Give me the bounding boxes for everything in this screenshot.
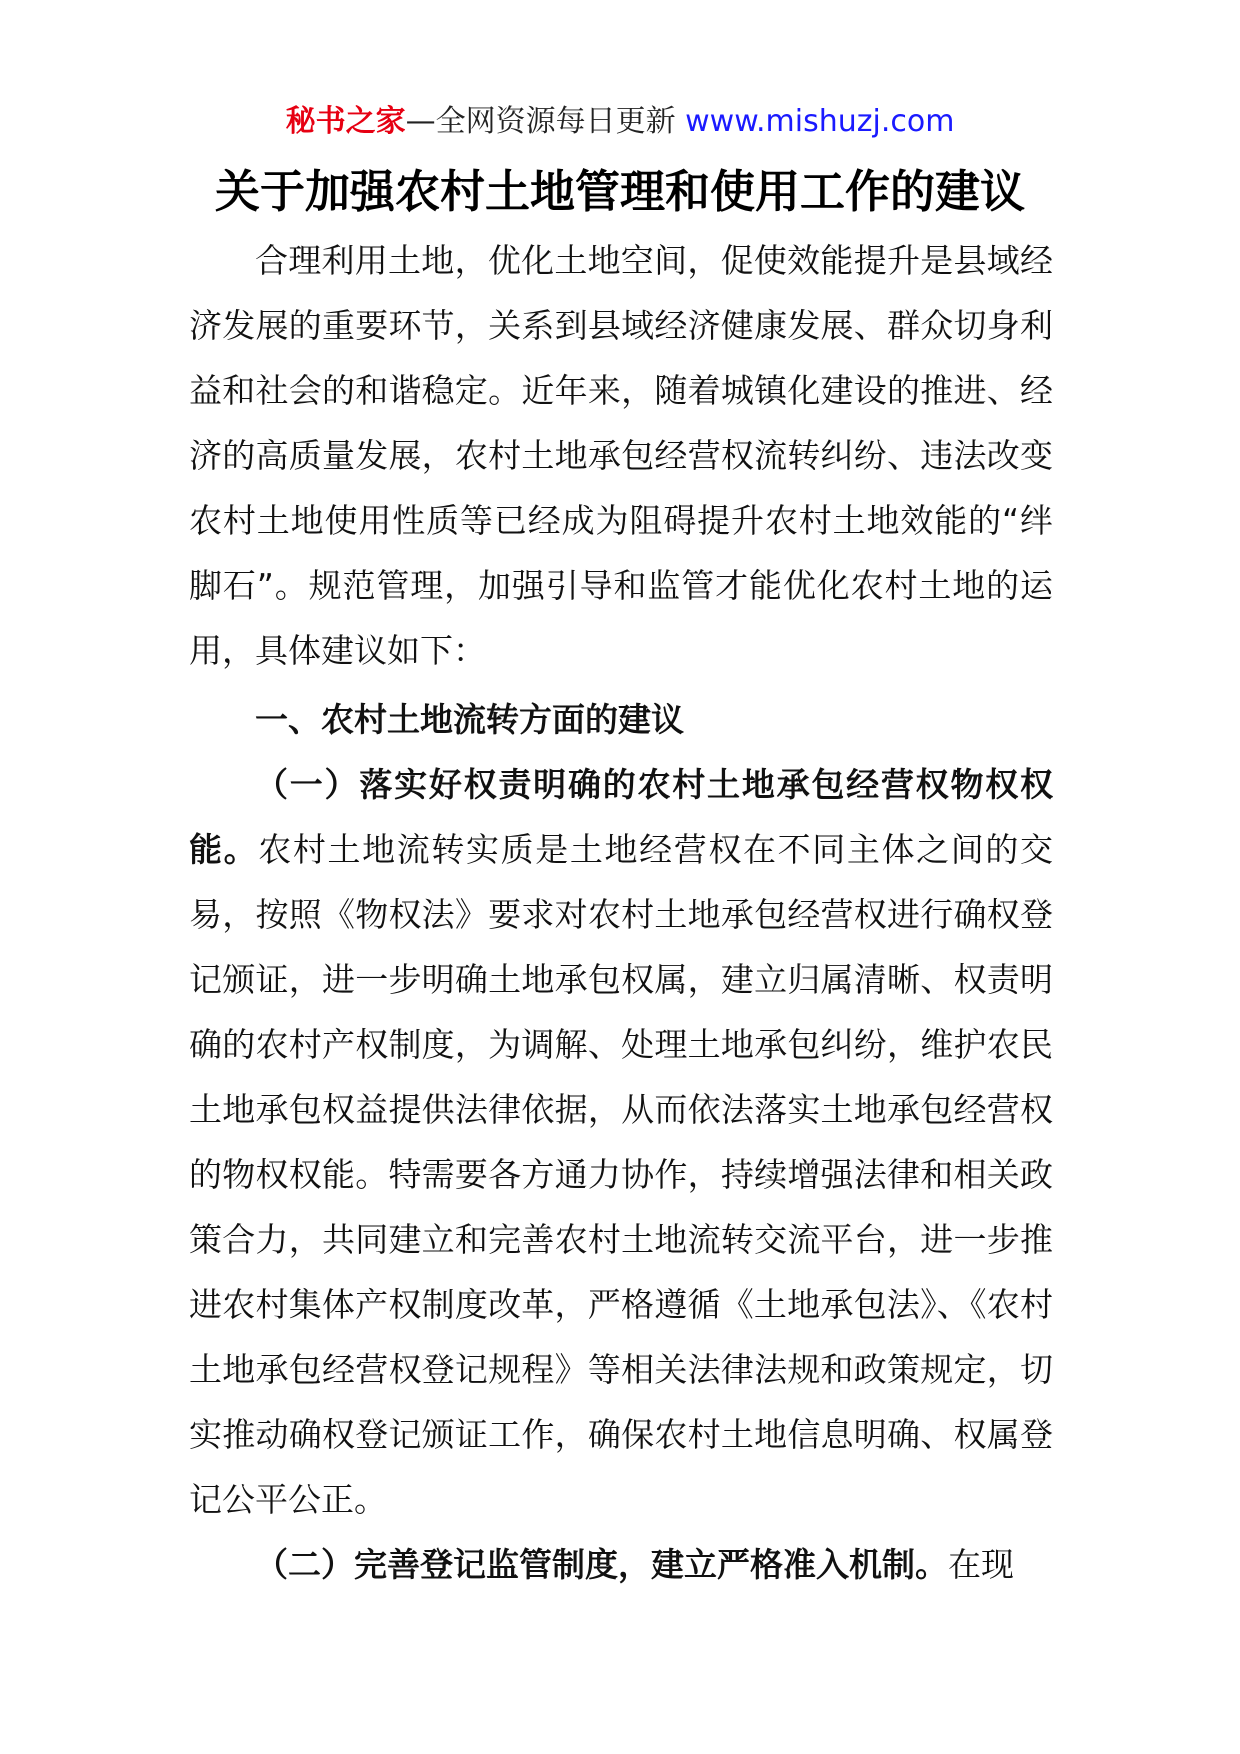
document-body <box>189 228 1053 1597</box>
item-text-2: 在现 <box>948 1545 1014 1584</box>
item-paragraph-1 <box>189 752 1053 1532</box>
document-title: 关于加强农村土地管理和使用工作的建议 <box>214 165 1025 218</box>
site-url-link[interactable]: www.mishuzj.com <box>685 104 955 139</box>
item-heading-1: （一）落实好权责明确的农村土地承包经营权物权权能。 <box>189 765 1053 869</box>
item-paragraph-2 <box>189 1532 1053 1597</box>
site-brand: 秘书之家 <box>285 104 406 139</box>
section-heading-1: 一、农村土地流转方面的建议 <box>255 700 684 739</box>
site-slogan: —全网资源每日更新 <box>405 104 686 139</box>
intro-paragraph: 合理利用土地，优化土地空间，促使效能提升是县域经济发展的重要环节，关系到县域经济健康发展、群众切身利益和社会的和谐稳定。近年来，随着城镇化建设的推进、经济的高质量发展，农村土地承包经营权流转纠纷、违法改变农村土地使用性质等已经成为阻碍提升农村土地效能的“绊脚石”。规范管理，加强引导和监管才能优化农村土地的运用，具体建议如下： <box>189 241 1053 670</box>
site-header <box>0 100 1240 144</box>
item-text-1: 农村土地流转实质是土地经营权在不同主体之间的交易，按照《物权法》要求对农村土地承包经营权进行确权登记颁证，进一步明确土地承包权属，建立归属清晰、权责明确的农村产权制度，为调解、处理土地承包纠纷，维护农民土地承包权益提供法律依据，从而依法落实土地承包经营权的物权权能。特需要各方通力协作，持续增强法律和相关政策合力，共同建立和完善农村土地流转交流平台，进一步推进农村集体产权制度改革，严格遵循《土地承包法》、《农村土地承包经营权登记规程》等相关法律法规和政策规定，切实推动确权登记颁证工作，确保农村土地信息明确、权属登记公平公正。 <box>189 830 1053 1519</box>
item-heading-2: （二）完善登记监管制度，建立严格准入机制。 <box>255 1545 948 1584</box>
